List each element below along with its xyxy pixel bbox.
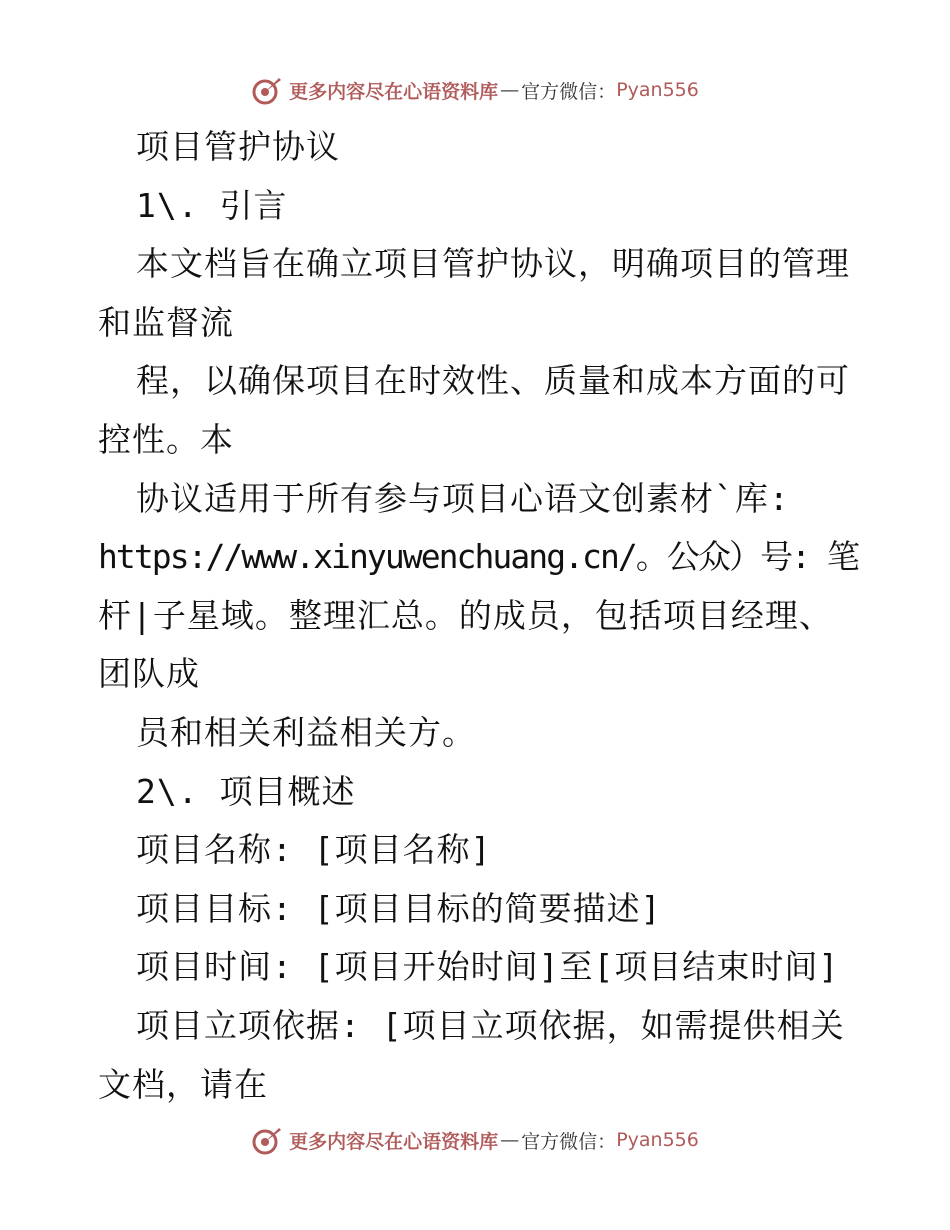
doc-line: 团队成 <box>98 654 200 694</box>
watermark-label: 官方微信： <box>521 1130 617 1153</box>
quill-logo-icon <box>251 1124 283 1156</box>
doc-line: 项目目标: [项目目标的简要描述] <box>136 888 662 928</box>
doc-line: 1\. 引言 <box>136 185 288 225</box>
document-body <box>98 118 858 1114</box>
doc-line: 员和相关利益相关方。 <box>136 712 476 752</box>
doc-line: 本文档旨在确立项目管护协议，明确项目的管理 <box>136 244 850 284</box>
doc-line: 2\. 项目概述 <box>136 771 356 811</box>
header-watermark <box>0 70 950 110</box>
watermark-wechat-id: Pyan556 <box>616 79 699 101</box>
watermark-label: 官方微信： <box>521 80 617 103</box>
doc-line: 杆|子星域。整理汇总。的成员，包括项目经理、 <box>98 595 833 635</box>
watermark-dash: — <box>500 79 520 101</box>
watermark-wechat-id: Pyan556 <box>616 1129 699 1151</box>
watermark-main-text: 更多内容尽在心语资料库 <box>289 80 499 103</box>
doc-line: 文档，请在 <box>98 1064 268 1104</box>
footer-watermark <box>0 1120 950 1160</box>
doc-line: 项目名称: [项目名称] <box>136 830 492 870</box>
watermark-main-text: 更多内容尽在心语资料库 <box>289 1130 499 1153</box>
doc-line: 项目立项依据: [项目立项依据，如需提供相关 <box>136 1005 845 1045</box>
watermark-dash: — <box>500 1129 520 1151</box>
doc-line: 协议适用于所有参与项目心语文创素材`库: <box>136 478 790 518</box>
doc-line: 项目时间: [项目开始时间]至[项目结束时间] <box>136 947 840 987</box>
doc-line: 项目管护协议 <box>136 127 340 166</box>
quill-logo-icon <box>251 74 283 106</box>
doc-line: 控性。本 <box>98 419 234 459</box>
doc-line: 程，以确保项目在时效性、质量和成本方面的可 <box>136 361 850 401</box>
doc-line: https://www.xinyuwenchuang.cn/。公众）号: 笔 <box>98 537 859 577</box>
doc-line: 和监督流 <box>98 302 234 342</box>
